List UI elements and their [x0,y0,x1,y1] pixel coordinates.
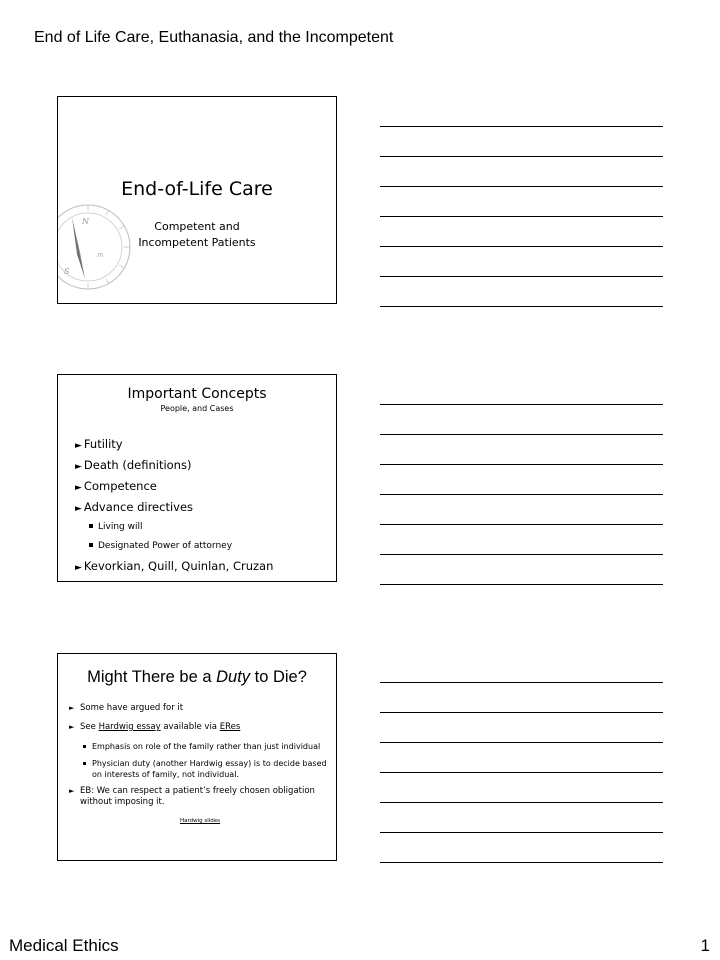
footer-course-title: Medical Ethics [9,936,119,955]
sub-list-item: Emphasis on role of the family rather than just individual [69,741,331,752]
hardwig-slides-link[interactable]: Hardwig slides [179,818,221,824]
note-line [380,156,663,157]
sub-list-item: Designated Power of attorney [75,537,330,556]
square-bullet-icon [89,543,93,547]
note-line [380,404,663,405]
list-item: ► Futility [75,437,123,451]
list-item: ► Kevorkian, Quill, Quinlan, Cruzan [75,559,274,573]
bullet-arrow-icon: ► [69,723,75,731]
slide-3 [57,653,337,861]
note-line [380,682,663,683]
list-item: ► Death (definitions) [75,458,192,472]
slide-1-title: End-of-Life Care [121,178,273,200]
square-bullet-icon [83,762,86,765]
slide-1-subtitle [58,219,336,251]
note-line [380,246,663,247]
list-item: ► Advance directives [75,500,194,514]
note-line [380,524,663,525]
slide-2-title: Important Concepts [127,386,267,402]
note-line [380,742,663,743]
note-line [380,712,663,713]
note-line [380,832,663,833]
bullet-arrow-icon: ► [75,483,82,493]
slide-2 [57,374,337,582]
slide-1-subtitle-line: Competent and [154,220,240,233]
bullet-arrow-icon: ► [75,504,82,514]
compass-letter-n: N [82,217,89,226]
note-line [380,434,663,435]
note-line [380,186,663,187]
sub-list-item: Living will [75,518,330,537]
note-line [380,276,663,277]
note-line [380,494,663,495]
bullet-arrow-icon: ► [75,563,82,573]
slide-1 [57,96,337,304]
list-item: ► EB: We can respect a patient’s freely chosen obligation without imposing it. [69,786,315,807]
slide-2-bullet-list [75,434,330,577]
bullet-arrow-icon: ► [69,704,75,712]
list-item: ► Some have argued for it [69,703,184,713]
slide-2-subtitle: People, and Cases [160,404,234,413]
note-line [380,862,663,863]
note-line [380,554,663,555]
note-line [380,584,663,585]
hardwig-essay-link[interactable]: Hardwig essay [98,722,161,732]
note-line [380,802,663,803]
note-line [380,772,663,773]
note-line [380,464,663,465]
note-line [380,126,663,127]
square-bullet-icon [89,524,93,528]
svg-text:m: m [97,251,104,259]
list-item: ► See Hardwig essay available via ERes [69,722,241,732]
bullet-arrow-icon: ► [75,462,82,472]
square-bullet-icon [83,745,86,748]
page-number: 1 [700,936,710,955]
bullet-arrow-icon: ► [75,441,82,451]
list-item: ► Competence [75,479,157,493]
page-header-title: End of Life Care, Euthanasia, and the Incompetent [34,29,394,46]
eres-link[interactable]: ERes [219,722,241,732]
compass-letter-s: S [64,267,70,276]
bullet-arrow-icon: ► [69,787,75,795]
note-line [380,306,663,307]
slide-3-bullet-list [69,703,331,827]
slide-1-subtitle-line: Incompetent Patients [138,236,256,249]
note-line [380,216,663,217]
sub-list-item: Physician duty (another Hardwig essay) is to decide based on interests of family, not individual. [69,758,331,780]
slide-3-title: Might There be a Duty to Die? [87,668,307,686]
